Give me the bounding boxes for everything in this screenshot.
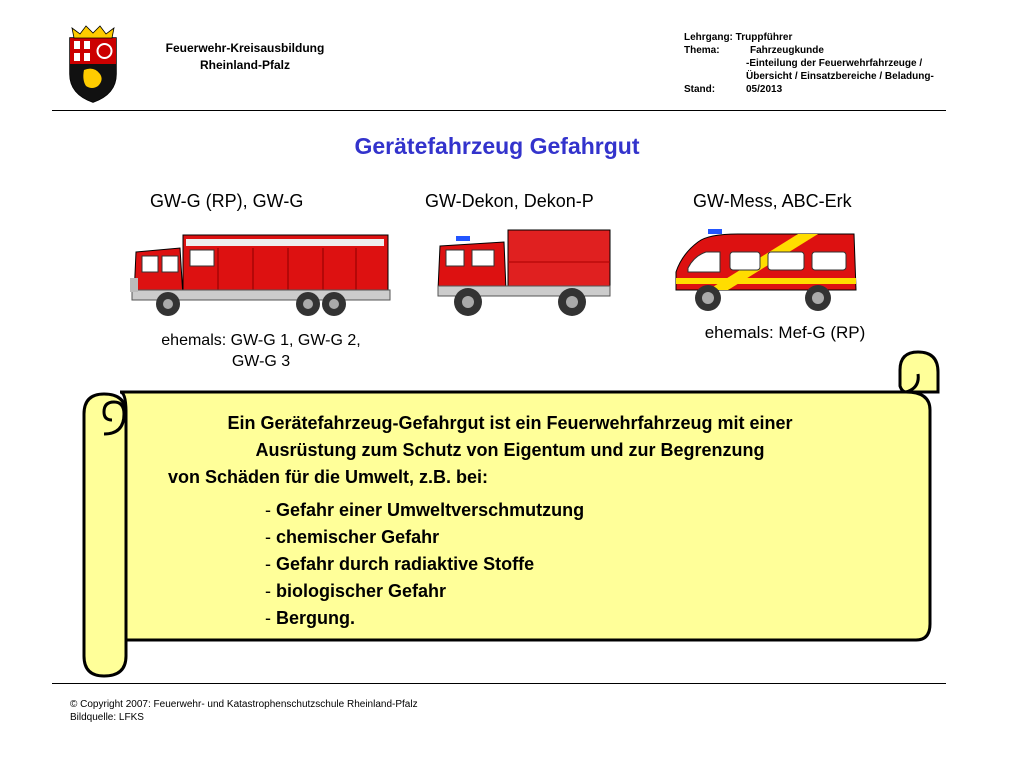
list-item-text: chemischer Gefahr xyxy=(276,527,440,547)
topic-line-2: -Einteilung der Feuerwehrfahrzeuge / xyxy=(746,58,923,69)
footer xyxy=(70,698,418,724)
vehicle-label-mess: GW-Mess, ABC-Erk xyxy=(693,191,852,211)
topic-line-3: Übersicht / Einsatzbereiche / Beladung- xyxy=(746,71,934,82)
vehicle-former-mess: ehemals: Mef-G (RP) xyxy=(704,323,866,342)
list-item-text: Gefahr durch radiaktive Stoffe xyxy=(276,554,535,574)
list-item: - Bergung. xyxy=(265,608,356,628)
status-value: 05/2013 xyxy=(746,84,783,95)
page-title: Gerätefahrzeug Gefahrgut xyxy=(354,133,640,159)
image-source-text: Bildquelle: LFKS xyxy=(70,712,144,723)
vehicle-label-dekon: GW-Dekon, Dekon-P xyxy=(425,191,594,211)
header-divider xyxy=(52,110,946,111)
info-line-1: Ein Gerätefahrzeug-Gefahrgut ist ein Feuerwehrfahrzeug mit einer xyxy=(227,413,793,433)
fire-truck-gwg-icon xyxy=(128,230,400,320)
fire-van-mess-icon xyxy=(668,228,864,318)
list-item: - Gefahr durch radiaktive Stoffe xyxy=(265,554,535,574)
list-item: - Gefahr einer Umweltverschmutzung xyxy=(265,500,585,520)
list-item-text: biologischer Gefahr xyxy=(276,581,447,601)
info-line-3: von Schäden für die Umwelt, z.B. bei: xyxy=(168,467,489,487)
organization-line-2: Rheinland-Pfalz xyxy=(199,58,290,72)
course-meta xyxy=(684,31,934,96)
topic-key: Thema: xyxy=(684,45,720,56)
hazard-list xyxy=(265,497,584,632)
course-label: Lehrgang: Truppführer xyxy=(684,32,793,43)
status-key: Stand: xyxy=(684,84,716,95)
coat-of-arms-icon xyxy=(62,24,124,104)
list-item: - chemischer Gefahr xyxy=(265,527,440,547)
info-text xyxy=(130,410,930,491)
vehicle-label-gwg: GW-G (RP), GW-G xyxy=(150,191,304,211)
vehicle-former-gwg-line-2: GW-G 3 xyxy=(231,353,291,370)
organization-line-1: Feuerwehr-Kreisausbildung xyxy=(165,41,325,55)
topic-value: Fahrzeugkunde xyxy=(750,45,824,56)
list-item-text: Bergung. xyxy=(276,608,356,628)
info-line-2: Ausrüstung zum Schutz von Eigentum und zur Begrenzung xyxy=(255,440,765,460)
list-item-text: Gefahr einer Umweltverschmutzung xyxy=(276,500,585,520)
organization-name xyxy=(140,40,350,74)
footer-divider xyxy=(52,683,946,684)
vehicle-former-gwg-line-1: ehemals: GW-G 1, GW-G 2, xyxy=(161,332,361,349)
copyright-text: © Copyright 2007: Feuerwehr- und Katastrophenschutzschule Rheinland-Pfalz xyxy=(70,699,418,710)
fire-truck-dekon-icon xyxy=(436,228,612,320)
list-item: - biologischer Gefahr xyxy=(265,581,447,601)
